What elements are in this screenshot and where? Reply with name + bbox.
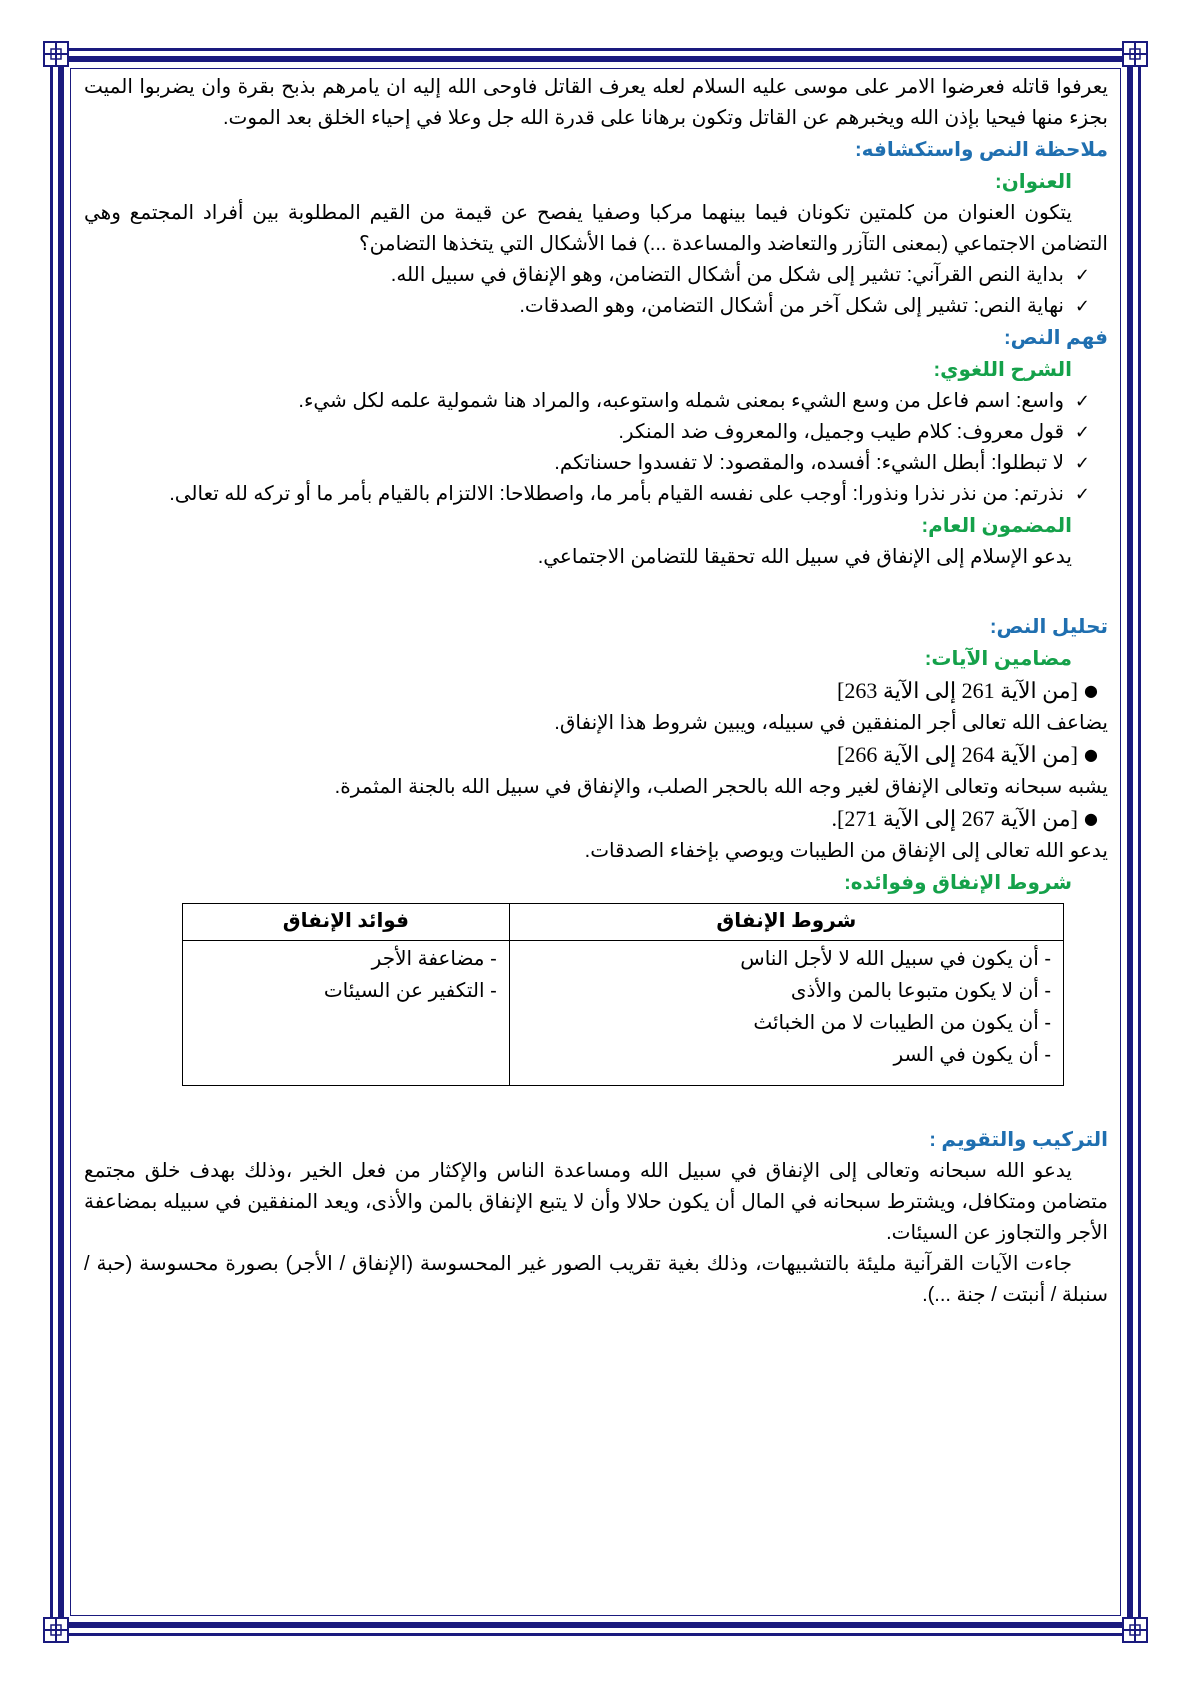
verse-ref: ● [من الآية 264 إلى الآية 266] [84,739,1108,772]
check-icon: ✓ [1074,453,1090,474]
observation-heading: ملاحظة النص واستكشافه: [854,139,1108,161]
page-content [84,72,1108,1311]
observation-list [84,260,1108,322]
benefit-item: - التكفير عن السيئات [323,980,497,1002]
bullet-icon: ● [1084,809,1098,828]
benefit-item: - مضاعفة الأجر [371,948,497,970]
check-icon: ✓ [1074,296,1090,317]
intro-paragraph: يعرفوا قاتله فعرضوا الامر على موسى عليه السلام لعله يعرف القاتل فاوحى الله إليه ان يامرهم بذبح بقرة وان يضربوا الميت بجزء منها فيحيا بإذن الله ويخبرهم عن القاتل وتكون برهانا على قدرة الله جل وعلا في إحياء الخلق بعد الموت. [84,76,1108,129]
corner-ornament-icon [42,40,70,68]
synthesis-paragraph: جاءت الآيات القرآنية مليئة بالتشبيهات، وذلك بغية تقريب الصور غير المحسوسة (الإنفاق / الأجر) بصورة محسوسة (حبة / سنبلة / أنبتت / جنة ...). [84,1253,1108,1306]
verse-summary: يدعو الله تعالى إلى الإنفاق من الطيبات ويوصي بإخفاء الصدقات. [584,840,1108,862]
verse-summary: يشبه سبحانه وتعالى الإنفاق لغير وجه الله بالحجر الصلب، والإنفاق في سبيل الله بالجنة المثمرة. [334,776,1108,798]
table-header-conditions: شروط الإنفاق [509,904,1063,941]
conditions-cell [509,941,1063,1086]
list-item: ✓ نذرتم: من نذر نذرا ونذورا: أوجب على نفسه القيام بأمر ما، واصطلاحا: الالتزام بالقيام بأمر ما أو تركه لله تعالى. [84,479,1090,510]
synthesis-paragraph: يدعو الله سبحانه وتعالى إلى الإنفاق في سبيل الله ومساعدة الناس والإكثار من فعل الخير ،وذلك بهدف خلق مجتمع متضامن ومتكافل، ويشترط سبحانه في المال أن يكون حلالا وأن لا يتبع الإنفاق بالمن والأذى، ويعد المنفقين في سبيله بمضاعفة الأجر والتجاوز عن السيئات. [84,1160,1108,1244]
title-subheading: العنوان: [995,171,1072,193]
conditions-subheading: شروط الإنفاق وفوائده: [844,872,1072,894]
verse-ref: ● [من الآية 267 إلى الآية 271]. [84,803,1108,836]
table-header-benefits: فوائد الإنفاق [183,904,510,941]
condition-item: - أن لا يكون متبوعا بالمن والأذى [790,980,1051,1002]
list-item: ✓ بداية النص القرآني: تشير إلى شكل من أشكال التضامن، وهو الإنفاق في سبيل الله. [84,260,1090,291]
list-item: ✓ نهاية النص: تشير إلى شكل آخر من أشكال التضامن، وهو الصدقات. [84,291,1090,322]
corner-ornament-icon [1121,40,1149,68]
bullet-icon: ● [1084,745,1098,764]
general-meaning-subheading: المضمون العام: [921,515,1072,537]
table-header-row [183,904,1064,941]
condition-item: - أن يكون في السر [893,1044,1051,1066]
list-item: ✓ واسع: اسم فاعل من وسع الشيء بمعنى شمله واستوعبه، والمراد هنا شمولية علمه لكل شيء. [84,386,1090,417]
list-item: ✓ لا تبطلوا: أبطل الشيء: أفسده، والمقصود: لا تفسدوا حسناتكم. [84,448,1090,479]
table-row [183,941,1064,1086]
condition-item: - أن يكون في سبيل الله لا لأجل الناس [740,948,1051,970]
corner-ornament-icon [42,1616,70,1644]
bullet-icon: ● [1084,681,1098,700]
check-icon: ✓ [1074,484,1090,505]
condition-item: - أن يكون من الطيبات لا من الخبائث [753,1012,1051,1034]
check-icon: ✓ [1074,391,1090,412]
verse-summary: يضاعف الله تعالى أجر المنفقين في سبيله، ويبين شروط هذا الإنفاق. [554,712,1108,734]
conditions-table [182,903,1064,1086]
general-meaning-paragraph: يدعو الإسلام إلى الإنفاق في سبيل الله تحقيقا للتضامن الاجتماعي. [537,546,1072,568]
analysis-heading: تحليل النص: [989,616,1108,638]
benefits-cell [183,941,510,1086]
check-icon: ✓ [1074,422,1090,443]
understanding-heading: فهم النص: [1003,327,1108,349]
check-icon: ✓ [1074,265,1090,286]
lexical-list [84,386,1108,510]
synthesis-heading: التركيب والتقويم : [929,1129,1108,1151]
corner-ornament-icon [1121,1616,1149,1644]
lexical-subheading: الشرح اللغوي: [933,359,1072,381]
title-paragraph: يتكون العنوان من كلمتين تكونان فيما بينهما مركبا وصفيا يفصح عن قيمة من القيم المطلوبة بين أفراد المجتمع وهي التضامن الاجتماعي (بمعنى التآزر والتعاضد والمساعدة ...) فما الأشكال التي يتخذها التضامن؟ [84,202,1108,255]
verses-subheading: مضامين الآيات: [924,648,1072,670]
list-item: ✓ قول معروف: كلام طيب وجميل، والمعروف ضد المنكر. [84,417,1090,448]
verse-ref: ● [من الآية 261 إلى الآية 263] [84,675,1108,708]
